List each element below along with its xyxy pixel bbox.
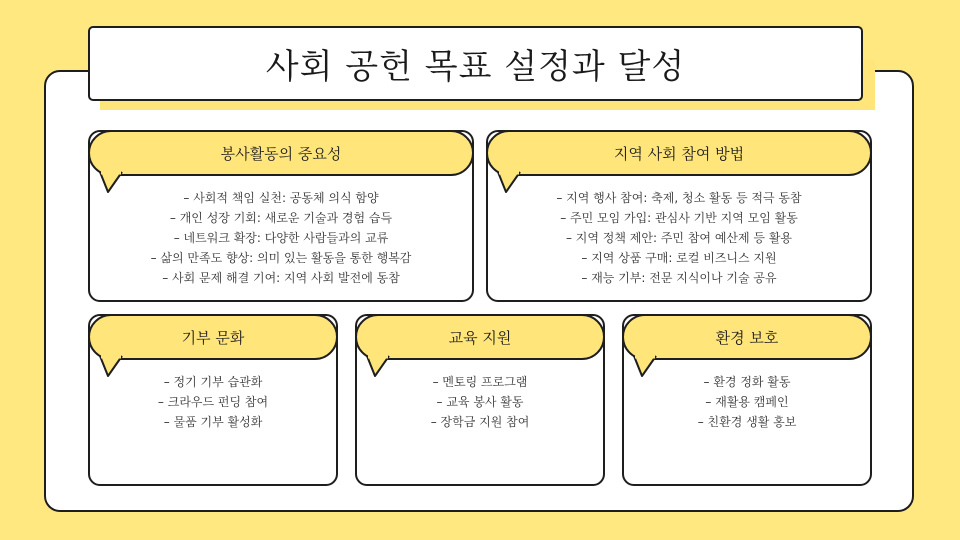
card-heading-bubble — [88, 130, 474, 176]
title-box — [88, 26, 863, 101]
list-item: – 지역 상품 구매: 로컬 비즈니스 지원 — [581, 251, 777, 265]
card-heading: 기부 문화 — [181, 328, 245, 347]
card-community-participation — [486, 130, 872, 302]
card-volunteering-importance — [88, 130, 474, 302]
list-item: – 장학금 지원 참여 — [430, 415, 530, 429]
card-heading: 봉사활동의 중요성 — [220, 144, 342, 163]
card-heading: 지역 사회 참여 방법 — [613, 144, 745, 163]
card-education-support — [355, 314, 605, 486]
list-item: – 지역 행사 참여: 축제, 청소 활동 등 적극 동참 — [556, 191, 802, 205]
card-heading-bubble — [622, 314, 872, 360]
list-item: – 주민 모임 가입: 관심사 기반 지역 모임 활동 — [560, 211, 798, 225]
list-item: – 크라우드 펀딩 참여 — [157, 395, 269, 409]
list-item: – 물품 기부 활성화 — [163, 415, 263, 429]
list-item: – 재능 기부: 전문 지식이나 기술 공유 — [581, 271, 777, 285]
list-item: – 네트워크 확장: 다양한 사람들과의 교류 — [173, 231, 389, 245]
list-item: – 멘토링 프로그램 — [432, 375, 528, 389]
card-heading: 환경 보호 — [715, 328, 779, 347]
card-environmental-protection — [622, 314, 872, 486]
card-item-list — [90, 188, 472, 288]
card-item-list — [90, 372, 336, 432]
list-item: – 환경 정화 활동 — [703, 375, 791, 389]
list-item: – 개인 성장 기회: 새로운 기술과 경험 습득 — [169, 211, 393, 225]
list-item: – 재활용 캠페인 — [705, 395, 789, 409]
card-heading-bubble — [355, 314, 605, 360]
card-heading: 교육 지원 — [448, 328, 512, 347]
list-item: – 삶의 만족도 향상: 의미 있는 활동을 통한 행복감 — [150, 251, 412, 265]
card-heading-bubble — [88, 314, 338, 360]
list-item: – 교육 봉사 활동 — [436, 395, 524, 409]
list-item: – 친환경 생활 홍보 — [697, 415, 797, 429]
slide-title: 사회 공헌 목표 설정과 달성 — [265, 47, 686, 87]
card-donation-culture — [88, 314, 338, 486]
list-item: – 사회 문제 해결 기여: 지역 사회 발전에 동참 — [162, 271, 400, 285]
card-item-list — [624, 372, 870, 432]
list-item: – 사회적 책임 실천: 공동체 의식 함양 — [183, 191, 379, 205]
card-item-list — [357, 372, 603, 432]
card-item-list — [488, 188, 870, 288]
list-item: – 정기 기부 습관화 — [163, 375, 263, 389]
list-item: – 지역 정책 제안: 주민 참여 예산제 등 활용 — [565, 231, 793, 245]
card-heading-bubble — [486, 130, 872, 176]
